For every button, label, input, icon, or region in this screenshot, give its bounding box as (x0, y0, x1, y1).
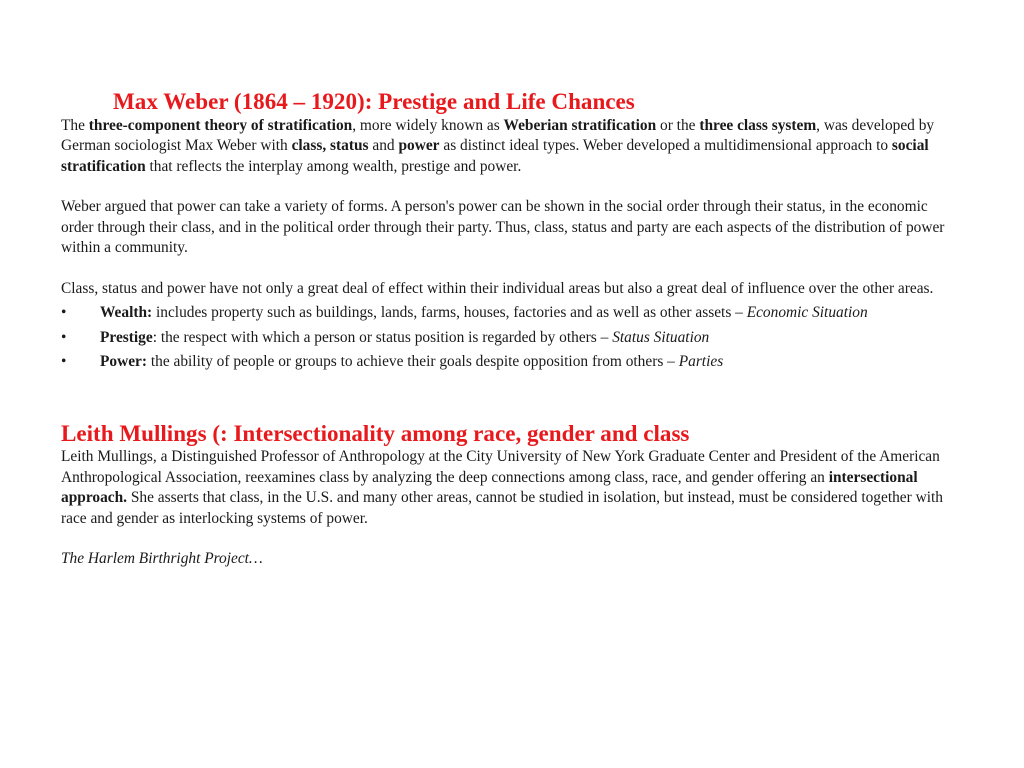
text-run: The (61, 116, 89, 134)
mullings-paragraph-1 (61, 447, 961, 529)
text-run: , more widely known as (352, 116, 504, 134)
weber-paragraph-3: Class, status and power have not only a great deal of effect within their individual areas but also a great deal of influence over the other areas. (61, 279, 934, 297)
bullet-tag: Parties (678, 353, 724, 370)
text-run: and (368, 137, 399, 154)
bold-term: social stratification (61, 137, 929, 175)
bullet-text: includes property such as buildings, lands, farms, houses, factories and as well as other assets – (152, 304, 747, 321)
bold-term: Weberian stratification (503, 116, 657, 134)
weber-paragraph-1 (61, 116, 961, 178)
text-run: that reflects the interplay among wealth, prestige and power. (145, 157, 522, 175)
text-run: or the (656, 116, 700, 134)
text-run: She asserts that class, in the U.S. and many other areas, cannot be studied in isolation, but instead, must be considered together with race and gender as interlocking systems of power. (61, 489, 943, 527)
weber-paragraph-2: Weber argued that power can take a variety of forms. A person's power can be shown in the social order through their status, in the economic order through their class, and in the political order through their party. Thus, class, status and party are each aspects of the distribution of power within a community. (61, 198, 945, 256)
closing-italic: The Harlem Birthright Project… (61, 550, 263, 567)
document-page (61, 88, 961, 570)
weber-heading: Max Weber (1864 – 1920): Prestige and Life Chances (113, 88, 635, 114)
bold-term: three class system (699, 116, 817, 134)
bullet-term: Prestige (100, 328, 153, 346)
text-run: Leith Mullings, a Distinguished Professor of Anthropology at the City University of New York Graduate Center and President of the American Anthropological Association, reexamines class by analyzing the deep connections among class, race, and gender offering an (61, 448, 940, 486)
bullet-term: Power: (100, 353, 147, 370)
bold-term: class, status (291, 137, 369, 154)
text-run: as distinct ideal types. Weber developed a multidimensional approach to (439, 137, 892, 154)
bullet-tag: Economic Situation (746, 304, 868, 321)
weber-bullet-list (61, 303, 961, 373)
closing-line (61, 549, 961, 570)
bullet-glyph: • (61, 353, 67, 370)
bold-term: power (398, 137, 440, 154)
text-run: , was developed by German sociologist Max Weber with (61, 116, 935, 154)
bullet-power (61, 352, 961, 373)
bullet-text: the ability of people or groups to achieve their goals despite opposition from others – (147, 353, 679, 370)
bullet-term: Wealth: (100, 304, 153, 321)
bullet-wealth (61, 303, 961, 324)
bold-term: intersectional approach. (61, 468, 918, 506)
bold-term: three-component theory of stratification (88, 116, 353, 134)
bullet-text: : the respect with which a person or status position is regarded by others – (152, 328, 613, 346)
mullings-heading: Leith Mullings (: Intersectionality among race, gender and class (61, 419, 690, 446)
bullet-glyph: • (61, 304, 67, 321)
bullet-tag: Status Situation (612, 328, 710, 346)
bullet-prestige (61, 328, 961, 349)
bullet-glyph: • (61, 328, 67, 346)
